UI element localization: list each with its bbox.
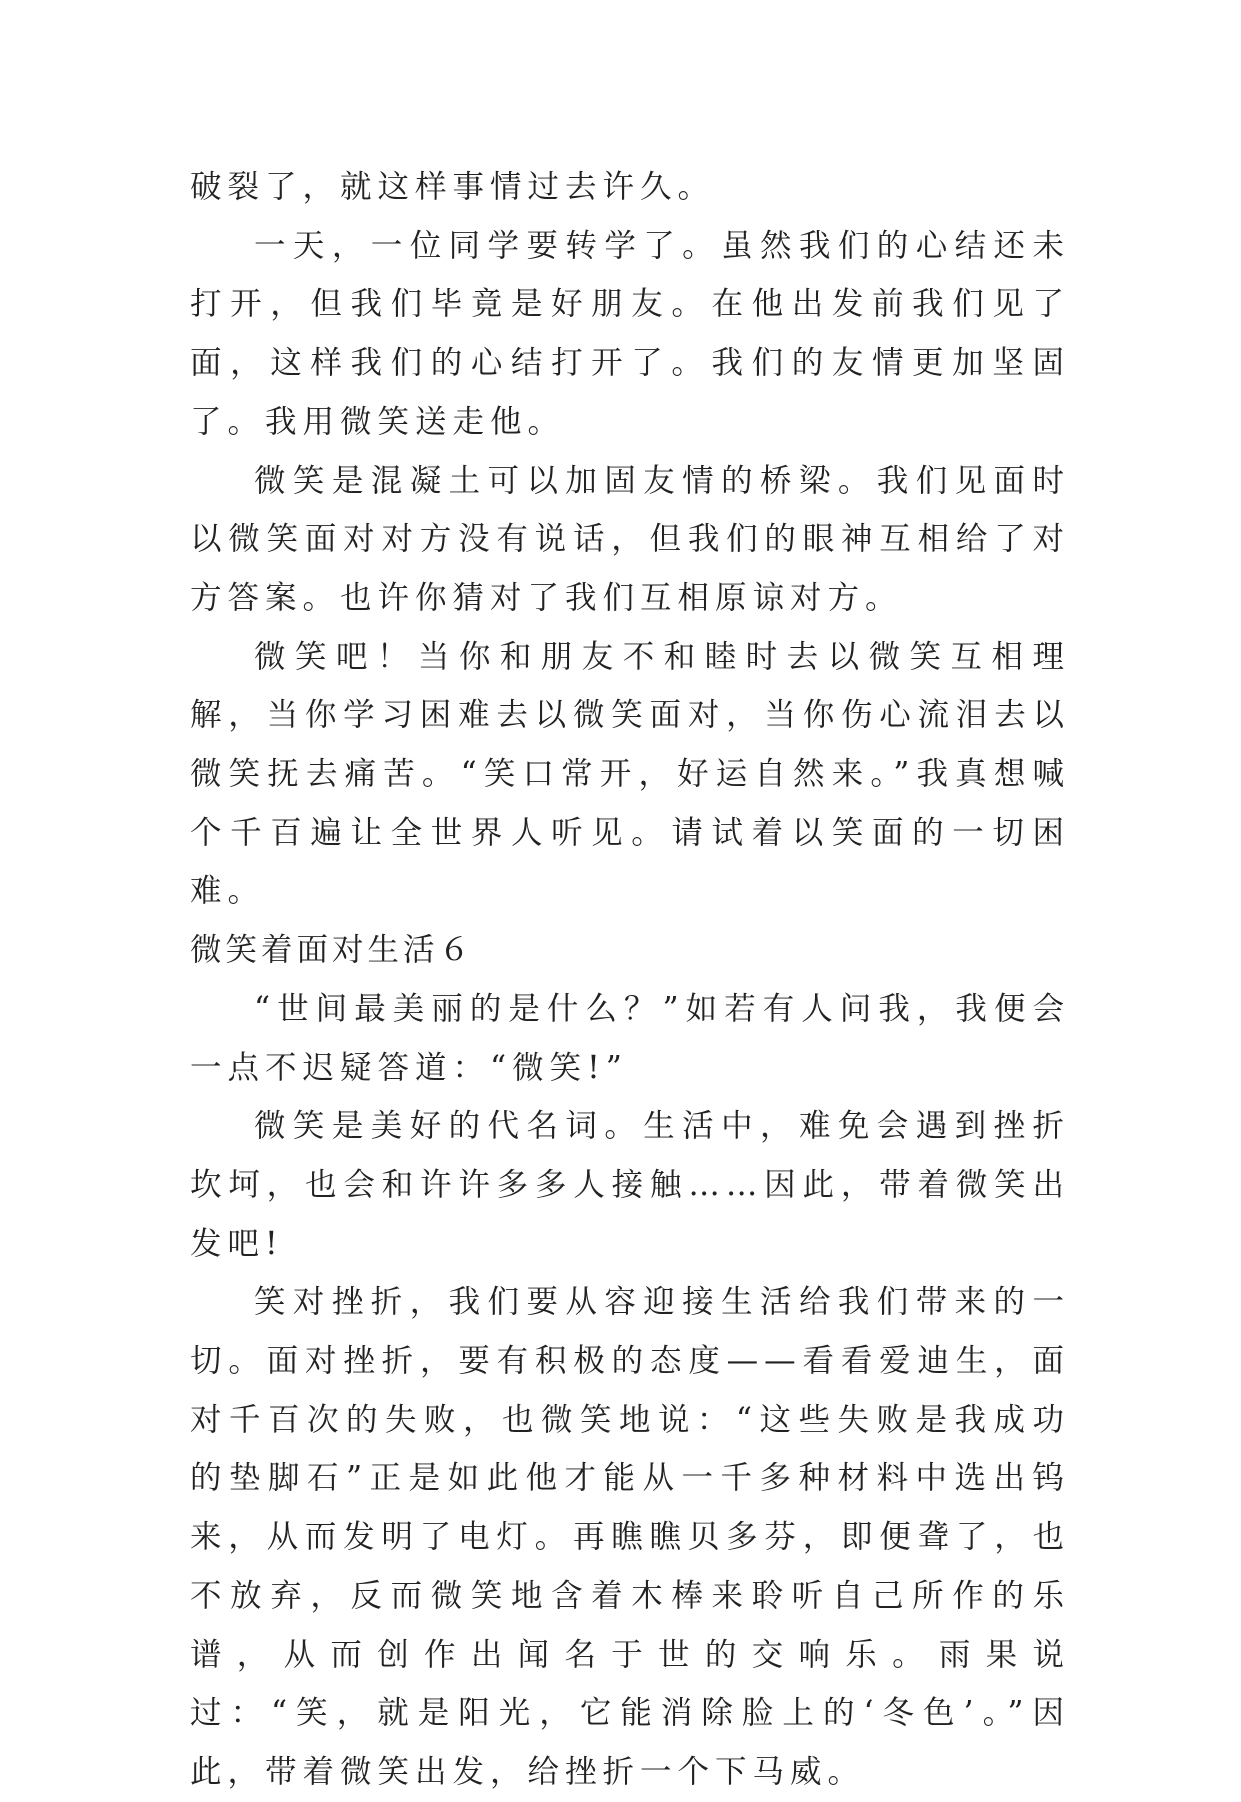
paragraph: 笑对挫折，我们要从容迎接生活给我们带来的一切。面对挫折，要有积极的态度——看看爱迪生，面对千百次的失败，也微笑地说：“这些失败是我成功的垫脚石”正是如此他才能从一千多种材料中选出钨来，从而发明了电灯。再瞧瞧贝多芬，即便聋了，也不放弃，反而微笑地含着木棒来聆听自己所作的乐谱，从而创作出闻名于世的交响乐。雨果说过：“笑，就是阳光，它能消除脸上的‘冬色’。”因此，带着微笑出发，给挫折一个下马威。 (190, 1284, 1070, 1790)
paragraph: “世间最美丽的是什么？”如若有人问我，我便会一点不迟疑答道：“微笑!” (190, 990, 1070, 1086)
document-body (190, 158, 1070, 1802)
paragraph: 微笑吧！当你和朋友不和睦时去以微笑互相理解，当你学习困难去以微笑面对，当你伤心流泪去以微笑抚去痛苦。“笑口常开，好运自然来。”我真想喊个千百遍让全世界人听见。请试着以笑面的一切困难。 (190, 638, 1070, 910)
paragraph: 一天，一位同学要转学了。虽然我们的心结还未打开，但我们毕竟是好朋友。在他出发前我们见了面，这样我们的心结打开了。我们的友情更加坚固了。我用微笑送走他。 (190, 227, 1070, 440)
section-title: 微笑着面对生活６ (190, 932, 475, 969)
paragraph: 微笑是美好的代名词。生活中，难免会遇到挫折坎坷，也会和许许多多人接触……因此，带着微笑出发吧! (190, 1108, 1070, 1262)
paragraph-continued: 破裂了，就这样事情过去许久。 (190, 169, 716, 205)
paragraph: 微笑是混凝土可以加固友情的桥梁。我们见面时以微笑面对对方没有说话，但我们的眼神互相给了对方答案。也许你猜对了我们互相原谅对方。 (190, 462, 1070, 616)
